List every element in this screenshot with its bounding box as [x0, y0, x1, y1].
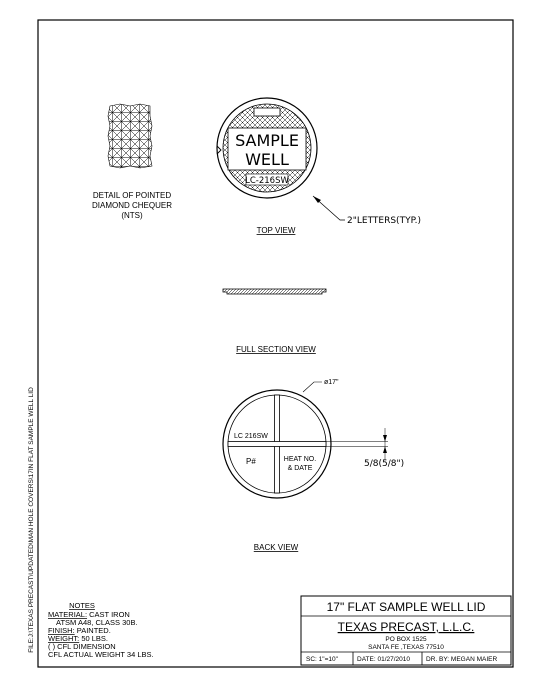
- company-address-2: SANTA FE ,TEXAS 77510: [368, 644, 444, 651]
- callout-letters: 2"LETTERS(TYP.): [347, 216, 421, 226]
- back-view-title: BACK VIEW: [253, 543, 299, 552]
- dim-arrow-top: [383, 435, 387, 442]
- thickness-label: 5/8(5/8"): [364, 459, 405, 469]
- company-address-1: PO BOX 1525: [385, 636, 427, 643]
- diameter-leader: [303, 382, 322, 392]
- lid-text-line-1: SAMPLE: [235, 131, 299, 150]
- scale-field: SC: 1"=10": [306, 656, 338, 663]
- notes-material-spec: ATSM A48, CLASS 30B.: [56, 618, 138, 627]
- notes-cfl-weight: CFL ACTUAL WEIGHT 34 LBS.: [48, 650, 154, 659]
- top-view: [217, 98, 421, 235]
- chequer-pattern: [108, 104, 152, 168]
- drawing-title: 17" FLAT SAMPLE WELL LID: [326, 600, 486, 614]
- section-view-title: FULL SECTION VIEW: [236, 345, 316, 354]
- notes-weight: WEIGHT: 50 LBS.: [48, 634, 109, 643]
- section-view: [223, 289, 326, 354]
- dim-arrow-bottom: [383, 447, 387, 454]
- chequer-title-line-2: DIAMOND CHEQUER: [91, 201, 173, 210]
- date-field: DATE: 01/27/2010: [357, 656, 410, 663]
- lid-section: [223, 289, 326, 294]
- notes-heading: NOTES: [69, 601, 95, 610]
- lift-slot: [254, 108, 280, 116]
- chequer-title-line-3: (NTS): [121, 211, 143, 220]
- notes-block: [48, 601, 154, 659]
- top-view-title: TOP VIEW: [256, 226, 296, 235]
- company-name: TEXAS PRECAST, L.L.C.: [337, 620, 475, 634]
- title-block: [301, 596, 511, 665]
- quadrant-part-number: P#: [246, 457, 256, 466]
- diameter-label: ø17": [324, 379, 339, 386]
- lid-model-text: LC-216SW: [245, 176, 289, 186]
- chequer-title-line-1: DETAIL OF POINTED: [92, 191, 172, 200]
- rib-horizontal: [228, 442, 326, 447]
- quadrant-heat-line-1: HEAT NO.: [283, 456, 317, 463]
- quadrant-heat-line-2: & DATE: [287, 465, 313, 472]
- lid-text-line-2: WELL: [245, 150, 289, 169]
- quadrant-model: LC 216SW: [234, 433, 268, 440]
- notes-finish: FINISH: PAINTED.: [48, 626, 111, 635]
- chequer-detail: [92, 104, 172, 220]
- file-path: FILE:J:\TEXAS PRECAST\UPDATED\MAN HOLE COVERS\17IN FLAT SAMPLE WELL LID: [28, 387, 35, 653]
- drawn-by-field: DR. BY: MEGAN MAIER: [426, 656, 498, 663]
- back-view: [223, 379, 404, 552]
- notes-cfl-dimension: ( ) CFL DIMENSION: [48, 642, 116, 651]
- notes-material: MATERIAL: CAST IRON: [48, 610, 130, 619]
